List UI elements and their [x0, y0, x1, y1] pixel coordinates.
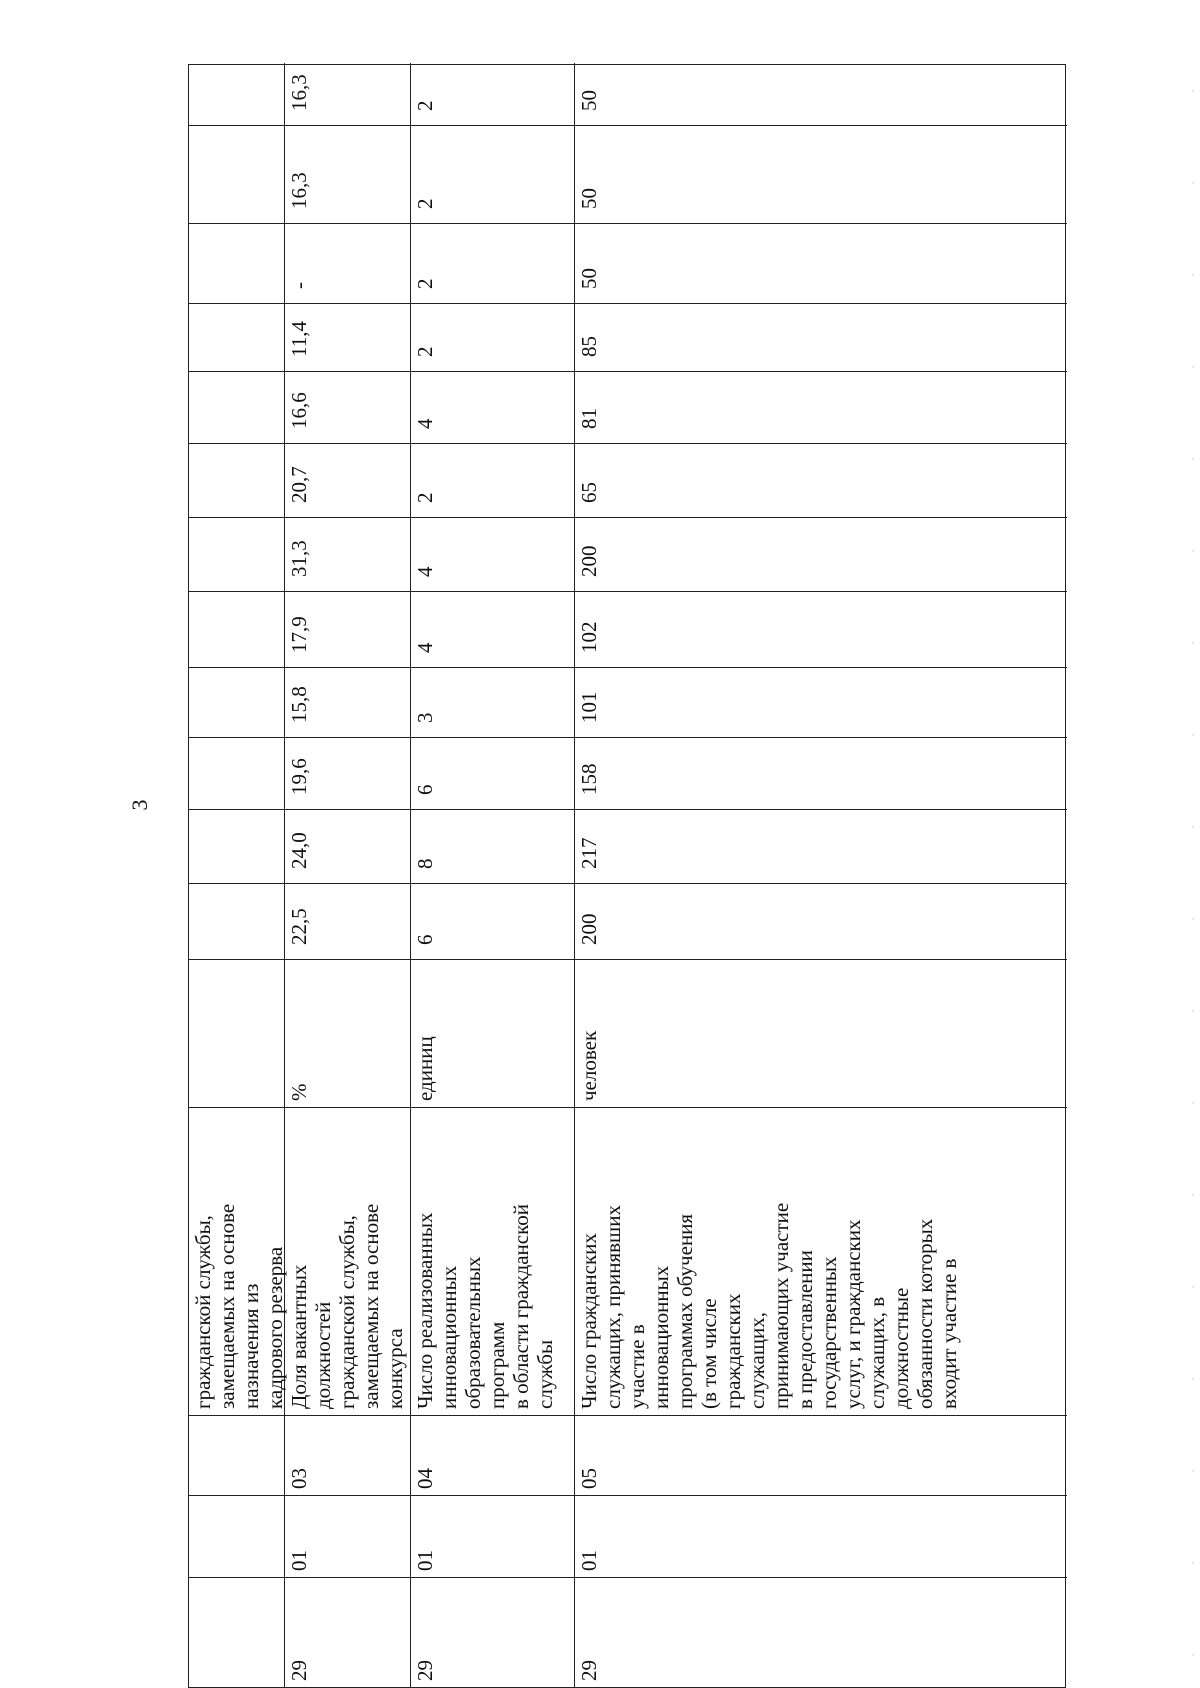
table-row: [411, 63, 575, 1687]
indicator-name-cell: Доля вакантных должностей гражданской службы, замещаемых на основе конкурса: [285, 1107, 410, 1415]
value-cell: 200: [575, 883, 1067, 959]
value-cell: 65: [575, 443, 1067, 517]
value-cell: 50: [577, 90, 601, 111]
value-cell: 6: [411, 883, 574, 959]
value-cell: 20,7: [285, 443, 410, 517]
program-code-cell: 29: [575, 1577, 1067, 1687]
value-cell: 50: [575, 223, 1067, 303]
unit-cell: %: [285, 959, 410, 1107]
unit-cell: единиц: [411, 959, 574, 1107]
indicator-name-cell: гражданской службы, замещаемых на основе назначения из кадрового резерва: [189, 1107, 284, 1415]
indicator-number-cell: 03: [285, 1415, 410, 1495]
value-cell: 85: [575, 303, 1067, 371]
value-cell: 16,3: [287, 74, 311, 111]
value-cell: 11,4: [285, 303, 410, 371]
value-cell: [189, 667, 284, 737]
table-row: [189, 63, 285, 1687]
value-cell: 2: [411, 223, 574, 303]
value-cell: 3: [411, 667, 574, 737]
scan-artifact: [1192, 0, 1194, 1686]
subprogram-code-cell: 01: [411, 1495, 574, 1577]
value-cell: 50: [575, 125, 1067, 223]
value-cell: [189, 809, 284, 883]
value-cell: [189, 303, 284, 371]
indicator-table: [188, 64, 1066, 1688]
indicator-name-cell: Число реализованных инновационных образовательных программ в области гражданской службы: [411, 1107, 574, 1415]
value-cell: 16,6: [285, 371, 410, 443]
value-cell: [189, 883, 284, 959]
value-cell: [189, 517, 284, 591]
value-cell: 19,6: [285, 737, 410, 809]
indicator-number-cell: 05: [575, 1415, 1067, 1495]
value-cell: 102: [575, 591, 1067, 667]
unit-cell: человек: [575, 959, 1067, 1107]
indicator-number-cell: [189, 1415, 284, 1495]
value-cell: [189, 125, 284, 223]
value-cell: 24,0: [285, 809, 410, 883]
value-cell: 8: [411, 809, 574, 883]
value-cell: 2: [413, 100, 437, 111]
value-cell: [189, 591, 284, 667]
program-code-cell: 29: [285, 1577, 410, 1687]
program-code-cell: 29: [411, 1577, 574, 1687]
value-cell: 158: [575, 737, 1067, 809]
indicator-name-cell: Число гражданских служащих, принявших участие в инновационных программах обучения (в том числе гражданских служащих, принимающих участие в предоставлении государственных услуг, и гражданских служащих, в должностные обязанности которых входит участие в: [575, 1107, 1067, 1415]
table-row: [285, 63, 411, 1687]
value-cell: 2: [411, 125, 574, 223]
program-code-cell: [189, 1577, 284, 1687]
subprogram-code-cell: 01: [575, 1495, 1067, 1577]
value-cell: 217: [575, 809, 1067, 883]
value-cell: 4: [411, 371, 574, 443]
value-cell: 15,8: [285, 667, 410, 737]
value-cell: 2: [411, 303, 574, 371]
value-cell: 31,3: [285, 517, 410, 591]
indicator-number-cell: 04: [411, 1415, 574, 1495]
value-cell: 4: [411, 591, 574, 667]
value-cell: 16,3: [285, 125, 410, 223]
value-cell: 17,9: [285, 591, 410, 667]
value-cell: 22,5: [285, 883, 410, 959]
value-cell: 200: [575, 517, 1067, 591]
subprogram-code-cell: [189, 1495, 284, 1577]
value-cell: 101: [575, 667, 1067, 737]
value-cell: [189, 223, 284, 303]
table-row: [575, 63, 1067, 1687]
value-cell: [189, 371, 284, 443]
page-number: 3: [127, 799, 152, 811]
value-cell: [189, 63, 284, 125]
subprogram-code-cell: 01: [285, 1495, 410, 1577]
value-cell: [189, 737, 284, 809]
value-cell: 81: [575, 371, 1067, 443]
value-cell: 6: [411, 737, 574, 809]
value-cell: 2: [411, 443, 574, 517]
unit-cell: [189, 959, 284, 1107]
value-cell: [189, 443, 284, 517]
value-cell: -: [285, 223, 410, 303]
value-cell: 4: [411, 517, 574, 591]
